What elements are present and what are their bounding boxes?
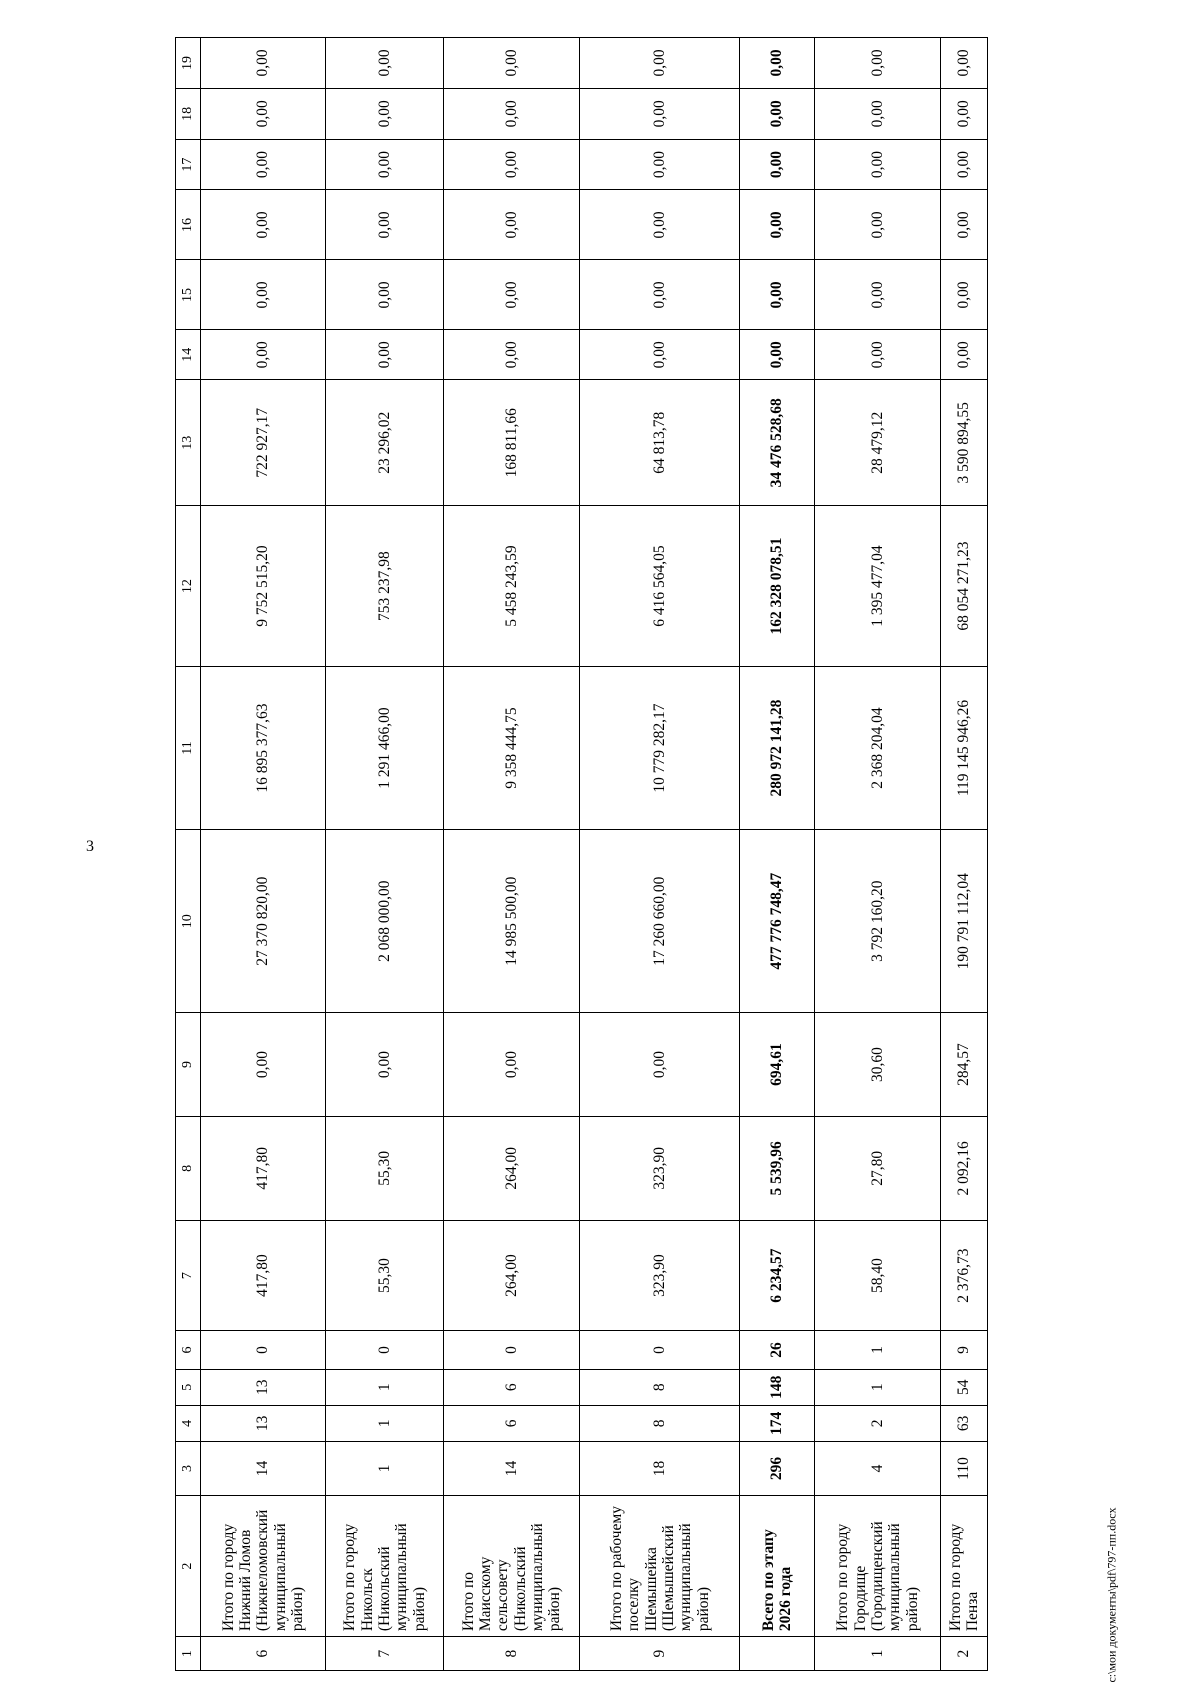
value-cell: 5 539,96 — [740, 1116, 815, 1220]
column-number: 19 — [176, 38, 201, 89]
value-cell: 0,00 — [815, 139, 941, 190]
value-cell: 26 — [740, 1331, 815, 1369]
value-cell: 18 — [580, 1441, 740, 1495]
value-cell: 417,80 — [200, 1116, 326, 1220]
value-cell: 0,00 — [815, 190, 941, 260]
value-cell: 68 054 271,23 — [941, 506, 988, 666]
value-cell: 1 — [326, 1369, 443, 1405]
value-cell: 0 — [200, 1331, 326, 1369]
value-cell: 323,90 — [580, 1116, 740, 1220]
value-cell: 0,00 — [443, 1013, 580, 1117]
value-cell: 8 — [580, 1369, 740, 1405]
value-cell: 6 — [443, 1405, 580, 1441]
value-cell: 0,00 — [580, 38, 740, 89]
value-cell: 55,30 — [326, 1220, 443, 1331]
value-cell: 0,00 — [326, 1013, 443, 1117]
value-cell: 0,00 — [200, 260, 326, 330]
value-cell: 0,00 — [580, 260, 740, 330]
column-number: 15 — [176, 260, 201, 330]
value-cell: 9 358 444,75 — [443, 666, 580, 830]
value-cell: 323,90 — [580, 1220, 740, 1331]
column-number: 6 — [176, 1331, 201, 1369]
value-cell: 2 368 204,04 — [815, 666, 941, 830]
table-row — [740, 38, 815, 1671]
value-cell: 9 — [941, 1331, 988, 1369]
value-cell: 0,00 — [443, 38, 580, 89]
value-cell: 0,00 — [443, 330, 580, 380]
value-cell: 0 — [443, 1331, 580, 1369]
column-number: 2 — [176, 1496, 201, 1637]
value-cell: 28 479,12 — [815, 380, 941, 506]
value-cell: 0,00 — [580, 88, 740, 139]
row-number-cell: 8 — [443, 1637, 580, 1671]
value-cell: 0,00 — [200, 139, 326, 190]
value-cell: 0,00 — [815, 330, 941, 380]
value-cell: 0,00 — [326, 330, 443, 380]
value-cell: 0,00 — [326, 190, 443, 260]
value-cell: 9 752 515,20 — [200, 506, 326, 666]
territory-name-cell: Итого по Маисскому сельсовету (Никольский муниципальный район) — [443, 1496, 580, 1637]
value-cell: 110 — [941, 1441, 988, 1495]
value-cell: 0,00 — [200, 190, 326, 260]
value-cell: 280 972 141,28 — [740, 666, 815, 830]
value-cell: 2 — [815, 1405, 941, 1441]
table-row — [815, 38, 941, 1671]
row-number-cell — [740, 1637, 815, 1671]
value-cell: 55,30 — [326, 1116, 443, 1220]
value-cell: 284,57 — [941, 1013, 988, 1117]
territory-name-cell: Итого по городу Нижний Ломов (Нижнеломовский муниципальный район) — [200, 1496, 326, 1637]
value-cell: 1 — [326, 1441, 443, 1495]
rotated-table-container — [175, 37, 988, 1671]
value-cell: 2 068 000,00 — [326, 830, 443, 1013]
column-number: 8 — [176, 1116, 201, 1220]
value-cell: 3 792 160,20 — [815, 830, 941, 1013]
value-cell: 1 395 477,04 — [815, 506, 941, 666]
value-cell: 64 813,78 — [580, 380, 740, 506]
value-cell: 0 — [326, 1331, 443, 1369]
value-cell: 0,00 — [326, 88, 443, 139]
column-number: 17 — [176, 139, 201, 190]
value-cell: 0,00 — [326, 38, 443, 89]
column-number: 4 — [176, 1405, 201, 1441]
value-cell: 14 985 500,00 — [443, 830, 580, 1013]
value-cell: 417,80 — [200, 1220, 326, 1331]
table-body — [176, 38, 988, 1671]
column-number: 3 — [176, 1441, 201, 1495]
value-cell: 0,00 — [580, 330, 740, 380]
value-cell: 0,00 — [941, 139, 988, 190]
value-cell: 0,00 — [200, 1013, 326, 1117]
value-cell: 174 — [740, 1405, 815, 1441]
column-number: 18 — [176, 88, 201, 139]
value-cell: 13 — [200, 1369, 326, 1405]
value-cell: 6 234,57 — [740, 1220, 815, 1331]
value-cell: 190 791 112,04 — [941, 830, 988, 1013]
column-number: 9 — [176, 1013, 201, 1117]
row-number-cell: 2 — [941, 1637, 988, 1671]
value-cell: 0 — [580, 1331, 740, 1369]
value-cell: 0,00 — [580, 139, 740, 190]
column-number: 5 — [176, 1369, 201, 1405]
value-cell: 0,00 — [580, 190, 740, 260]
value-cell: 58,40 — [815, 1220, 941, 1331]
value-cell: 3 590 894,55 — [941, 380, 988, 506]
table-row — [200, 38, 326, 1671]
value-cell: 0,00 — [740, 38, 815, 89]
value-cell: 0,00 — [815, 260, 941, 330]
row-number-cell: 6 — [200, 1637, 326, 1671]
value-cell: 148 — [740, 1369, 815, 1405]
value-cell: 1 — [815, 1369, 941, 1405]
value-cell: 0,00 — [326, 260, 443, 330]
value-cell: 30,60 — [815, 1013, 941, 1117]
value-cell: 0,00 — [200, 88, 326, 139]
value-cell: 8 — [580, 1405, 740, 1441]
value-cell: 119 145 946,26 — [941, 666, 988, 830]
value-cell: 0,00 — [815, 88, 941, 139]
territory-name-cell: Итого по городу Городище (Городищенский муниципальный район) — [815, 1496, 941, 1637]
column-number-row — [176, 38, 201, 1671]
data-table — [175, 37, 988, 1671]
value-cell: 27 370 820,00 — [200, 830, 326, 1013]
row-number-cell: 9 — [580, 1637, 740, 1671]
territory-name-cell: Итого по городу Пенза — [941, 1496, 988, 1637]
value-cell: 722 927,17 — [200, 380, 326, 506]
value-cell: 2 092,16 — [941, 1116, 988, 1220]
value-cell: 168 811,66 — [443, 380, 580, 506]
value-cell: 0,00 — [580, 1013, 740, 1117]
column-number: 1 — [176, 1637, 201, 1671]
value-cell: 1 — [815, 1331, 941, 1369]
value-cell: 264,00 — [443, 1220, 580, 1331]
value-cell: 10 779 282,17 — [580, 666, 740, 830]
page-number: 3 — [86, 838, 94, 855]
value-cell: 694,61 — [740, 1013, 815, 1117]
value-cell: 14 — [443, 1441, 580, 1495]
column-number: 12 — [176, 506, 201, 666]
value-cell: 296 — [740, 1441, 815, 1495]
value-cell: 0,00 — [941, 38, 988, 89]
value-cell: 16 895 377,63 — [200, 666, 326, 830]
value-cell: 0,00 — [740, 260, 815, 330]
value-cell: 0,00 — [443, 88, 580, 139]
value-cell: 162 328 078,51 — [740, 506, 815, 666]
table-row — [580, 38, 740, 1671]
value-cell: 5 458 243,59 — [443, 506, 580, 666]
value-cell: 2 376,73 — [941, 1220, 988, 1331]
value-cell: 63 — [941, 1405, 988, 1441]
value-cell: 54 — [941, 1369, 988, 1405]
value-cell: 264,00 — [443, 1116, 580, 1220]
value-cell: 0,00 — [941, 190, 988, 260]
value-cell: 13 — [200, 1405, 326, 1441]
value-cell: 0,00 — [941, 88, 988, 139]
row-number-cell: 1 — [815, 1637, 941, 1671]
value-cell: 4 — [815, 1441, 941, 1495]
territory-name-cell: Итого по рабочему поселку Шемышейка (Шемышейский муниципальный район) — [580, 1496, 740, 1637]
territory-name-cell: Всего по этапу 2026 года — [740, 1496, 815, 1637]
footer-file-path-area — [1102, 1505, 1122, 1685]
value-cell: 34 476 528,68 — [740, 380, 815, 506]
value-cell: 0,00 — [815, 38, 941, 89]
value-cell: 0,00 — [200, 330, 326, 380]
value-cell: 14 — [200, 1441, 326, 1495]
table-area — [175, 37, 988, 1671]
value-cell: 1 — [326, 1405, 443, 1441]
value-cell: 17 260 660,00 — [580, 830, 740, 1013]
value-cell: 23 296,02 — [326, 380, 443, 506]
value-cell: 0,00 — [443, 260, 580, 330]
value-cell: 0,00 — [443, 190, 580, 260]
column-number: 11 — [176, 666, 201, 830]
footer-file-path: c:\мои документы\pdf\797-пп.docx — [1104, 1507, 1119, 1683]
value-cell: 0,00 — [941, 330, 988, 380]
value-cell: 0,00 — [443, 139, 580, 190]
column-number: 13 — [176, 380, 201, 506]
value-cell: 477 776 748,47 — [740, 830, 815, 1013]
value-cell: 6 — [443, 1369, 580, 1405]
column-number: 14 — [176, 330, 201, 380]
value-cell: 0,00 — [740, 330, 815, 380]
value-cell: 0,00 — [740, 88, 815, 139]
column-number: 10 — [176, 830, 201, 1013]
value-cell: 1 291 466,00 — [326, 666, 443, 830]
table-row — [941, 38, 988, 1671]
value-cell: 753 237,98 — [326, 506, 443, 666]
territory-name-cell: Итого по городу Никольск (Никольский муниципальный район) — [326, 1496, 443, 1637]
value-cell: 0,00 — [326, 139, 443, 190]
value-cell: 0,00 — [200, 38, 326, 89]
table-row — [443, 38, 580, 1671]
value-cell: 0,00 — [740, 139, 815, 190]
value-cell: 6 416 564,05 — [580, 506, 740, 666]
value-cell: 0,00 — [941, 260, 988, 330]
value-cell: 27,80 — [815, 1116, 941, 1220]
column-number: 7 — [176, 1220, 201, 1331]
table-row — [326, 38, 443, 1671]
row-number-cell: 7 — [326, 1637, 443, 1671]
value-cell: 0,00 — [740, 190, 815, 260]
column-number: 16 — [176, 190, 201, 260]
